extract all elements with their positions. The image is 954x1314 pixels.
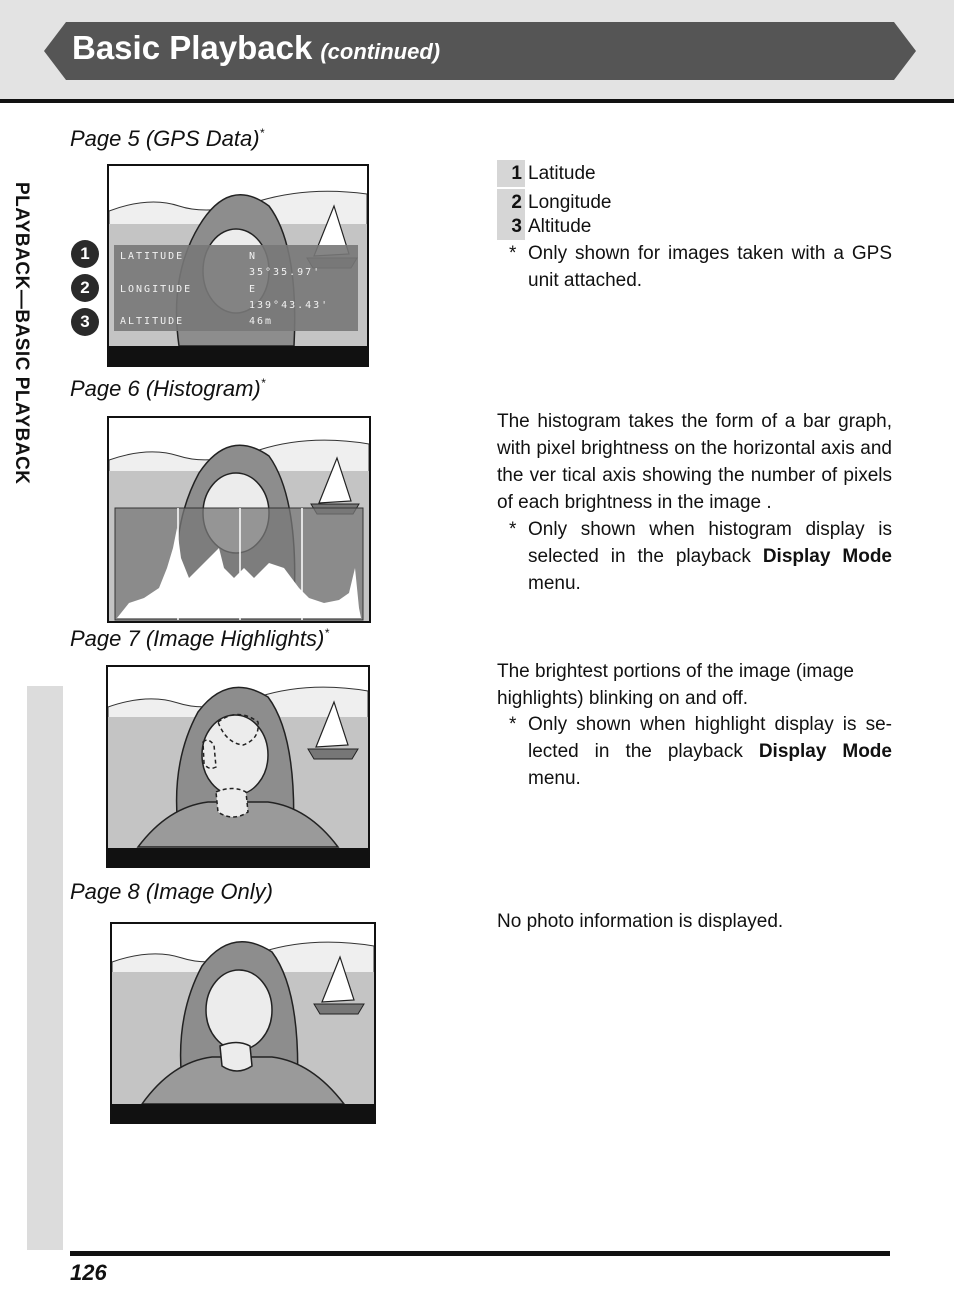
footer-rule	[70, 1251, 890, 1256]
histogram-footnote	[509, 516, 892, 597]
section-heading-image-only	[70, 879, 273, 905]
image-only-screen-illustration	[110, 922, 376, 1124]
overlay-longitude-value: 139°43.43'	[249, 300, 330, 311]
item-number: 2	[497, 189, 525, 216]
page-title	[72, 29, 440, 67]
section-heading-gps	[70, 126, 264, 152]
footnote-asterisk: *	[509, 519, 517, 540]
page-title-main: Basic Playback	[72, 29, 313, 66]
overlay-latitude-value: 35°35.97'	[249, 267, 322, 278]
overlay-longitude-label: LONGITUDE	[120, 284, 193, 295]
section-heading-highlights	[70, 626, 329, 652]
footnote-asterisk: *	[509, 714, 517, 735]
list-item	[497, 189, 611, 216]
page-number: 126	[70, 1260, 107, 1285]
side-tab-label: PLAYBACK—BASIC PLAYBACK	[11, 182, 32, 485]
item-number: 1	[497, 160, 525, 187]
portrait-illustration	[109, 418, 369, 621]
footnote-text-pre: Only shown when highlight display is se-lected in the playback	[528, 714, 892, 762]
callout-1: 1	[71, 240, 99, 268]
highlights-screen-illustration	[106, 665, 370, 868]
callout-2: 2	[71, 274, 99, 302]
portrait-illustration	[112, 924, 374, 1122]
display-mode-term: Display Mode	[762, 546, 892, 567]
callout-3: 3	[71, 308, 99, 336]
footnote-text-post: menu.	[528, 768, 581, 789]
display-mode-term: Display Mode	[758, 741, 892, 762]
side-tab	[27, 168, 63, 1250]
histogram-screen-illustration	[107, 416, 371, 623]
footnote-asterisk: *	[509, 243, 517, 264]
section-heading-highlights-text: Page 7 (Image Highlights)	[70, 626, 325, 651]
page-title-continued: (continued)	[320, 39, 441, 64]
item-label: Latitude	[528, 163, 596, 184]
gps-footnote	[509, 240, 892, 294]
list-item	[497, 160, 611, 187]
header-rule	[0, 99, 954, 103]
list-item	[497, 213, 611, 240]
side-tab-active-segment	[27, 168, 63, 686]
portrait-illustration	[108, 667, 368, 866]
section-heading-histogram	[70, 376, 265, 402]
asterisk-mark: *	[259, 126, 265, 140]
item-label: Altitude	[528, 216, 592, 237]
section-heading-gps-text: Page 5 (GPS Data)	[70, 126, 260, 151]
image-only-description: No photo information is displayed.	[497, 911, 784, 932]
section-heading-image-only-text: Page 8 (Image Only)	[70, 879, 273, 904]
footnote-text: Only shown for images taken with a GPS unit attached.	[528, 243, 892, 291]
highlights-footnote	[509, 711, 892, 792]
histogram-description: The histogram takes the form of a bar graph, with pixel brightness on the horizontal axis and the ver tical axis showing the number of pixels of each brightness in the image .	[497, 411, 892, 513]
highlights-description: The brightest portions of the image (image highlights) blinking on and off.	[497, 661, 854, 709]
overlay-latitude-label: LATITUDE	[120, 251, 185, 262]
overlay-altitude-label: ALTITUDE	[120, 316, 185, 327]
gps-item-list	[497, 160, 611, 240]
footnote-text-pre: Only shown when histogram display is selected in the playback	[528, 519, 892, 567]
section-heading-histogram-text: Page 6 (Histogram)	[70, 376, 261, 401]
item-number: 3	[497, 213, 525, 240]
asterisk-mark: *	[324, 626, 330, 640]
item-label: Longitude	[528, 192, 612, 213]
overlay-longitude-direction: E	[249, 284, 258, 295]
overlay-altitude-value: 46m	[249, 316, 274, 327]
footnote-text-post: menu.	[528, 573, 581, 594]
asterisk-mark: *	[260, 376, 266, 390]
overlay-latitude-direction: N	[249, 251, 258, 262]
